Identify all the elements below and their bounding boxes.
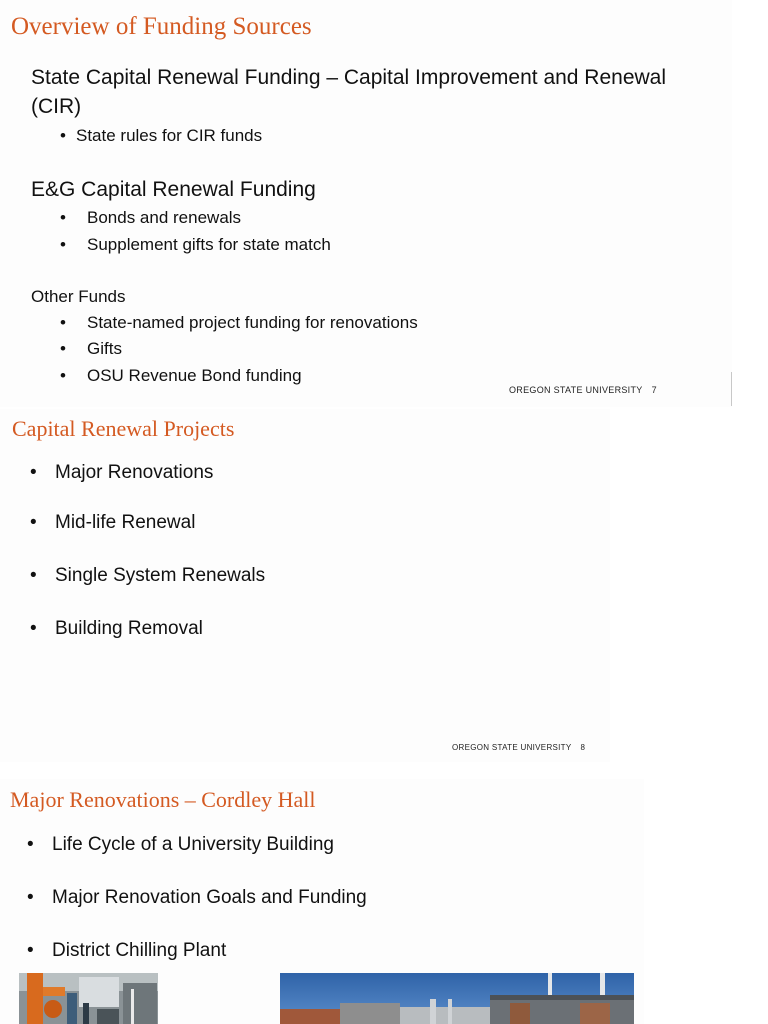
bullet-mid-life-renewal bbox=[30, 512, 430, 536]
section-heading-cir: (CIR) bbox=[31, 95, 82, 118]
slide-footer bbox=[452, 743, 585, 752]
bullet-bonds-renewals bbox=[60, 208, 460, 230]
slide-title: Capital Renewal Projects bbox=[12, 416, 235, 441]
bullet-state-named bbox=[60, 313, 520, 335]
bullet-text: Mid-life Renewal bbox=[55, 512, 196, 533]
bullet-dot: • bbox=[60, 366, 66, 385]
bullet-text: Bonds and renewals bbox=[87, 208, 242, 227]
bullet-dot: • bbox=[60, 208, 66, 227]
bullet-renovation-goals bbox=[27, 887, 447, 911]
bullet-dot: • bbox=[30, 512, 37, 533]
bullet-dot: • bbox=[60, 339, 66, 358]
slide-title: Overview of Funding Sources bbox=[11, 13, 312, 40]
slide-title: Major Renovations – Cordley Hall bbox=[10, 787, 316, 812]
bullet-dot: • bbox=[60, 235, 66, 254]
bullet-dot: • bbox=[27, 834, 34, 855]
footer-org: OREGON STATE UNIVERSITY bbox=[452, 743, 572, 752]
bullet-major-renovations bbox=[30, 462, 430, 486]
chilling-plant-photo bbox=[19, 973, 158, 1024]
bullet-supplement-gifts bbox=[60, 235, 460, 257]
bullet-dot: • bbox=[27, 940, 34, 961]
slide-major-renovations-cordley bbox=[0, 779, 644, 1024]
footer-org: OREGON STATE UNIVERSITY bbox=[509, 385, 643, 395]
bullet-building-removal bbox=[30, 618, 430, 642]
section-heading-eg-capital: E&G Capital Renewal Funding bbox=[31, 178, 316, 201]
bullet-text: OSU Revenue Bond funding bbox=[87, 366, 302, 385]
bullet-osu-revenue-bond bbox=[60, 366, 460, 388]
bullet-text: Major Renovation Goals and Funding bbox=[52, 887, 367, 908]
bullet-text: District Chilling Plant bbox=[52, 940, 227, 961]
bullet-text: Gifts bbox=[87, 339, 122, 358]
cordley-hall-photo bbox=[280, 973, 634, 1024]
bullet-text: Life Cycle of a University Building bbox=[52, 834, 334, 855]
bullet-gifts bbox=[60, 339, 460, 361]
bullet-text: Building Removal bbox=[55, 618, 203, 639]
slide-footer bbox=[509, 385, 657, 395]
bullet-state-rules bbox=[60, 126, 460, 148]
slide-edge-divider bbox=[731, 372, 732, 406]
section-heading-state-capital: State Capital Renewal Funding – Capital Improvement and Renewal bbox=[31, 66, 667, 89]
bullet-dot: • bbox=[60, 126, 66, 145]
bullet-dot: • bbox=[27, 887, 34, 908]
slide-overview-funding-sources bbox=[0, 0, 732, 407]
bullet-text: Single System Renewals bbox=[55, 565, 266, 586]
bullet-dot: • bbox=[30, 618, 37, 639]
bullet-dot: • bbox=[30, 462, 37, 483]
bullet-life-cycle bbox=[27, 834, 447, 858]
bullet-dot: • bbox=[30, 565, 37, 586]
bullet-text: Supplement gifts for state match bbox=[87, 235, 331, 254]
page-number: 8 bbox=[580, 743, 586, 752]
slide-capital-renewal-projects bbox=[0, 409, 610, 762]
page-number: 7 bbox=[651, 385, 657, 395]
bullet-text: State-named project funding for renovations bbox=[87, 313, 418, 332]
bullet-single-system-renewals bbox=[30, 565, 430, 589]
bullet-district-chilling bbox=[27, 940, 447, 964]
bullet-text: Major Renovations bbox=[55, 462, 214, 483]
section-heading-other-funds: Other Funds bbox=[31, 287, 126, 306]
bullet-text: State rules for CIR funds bbox=[76, 126, 263, 145]
bullet-dot: • bbox=[60, 313, 66, 332]
